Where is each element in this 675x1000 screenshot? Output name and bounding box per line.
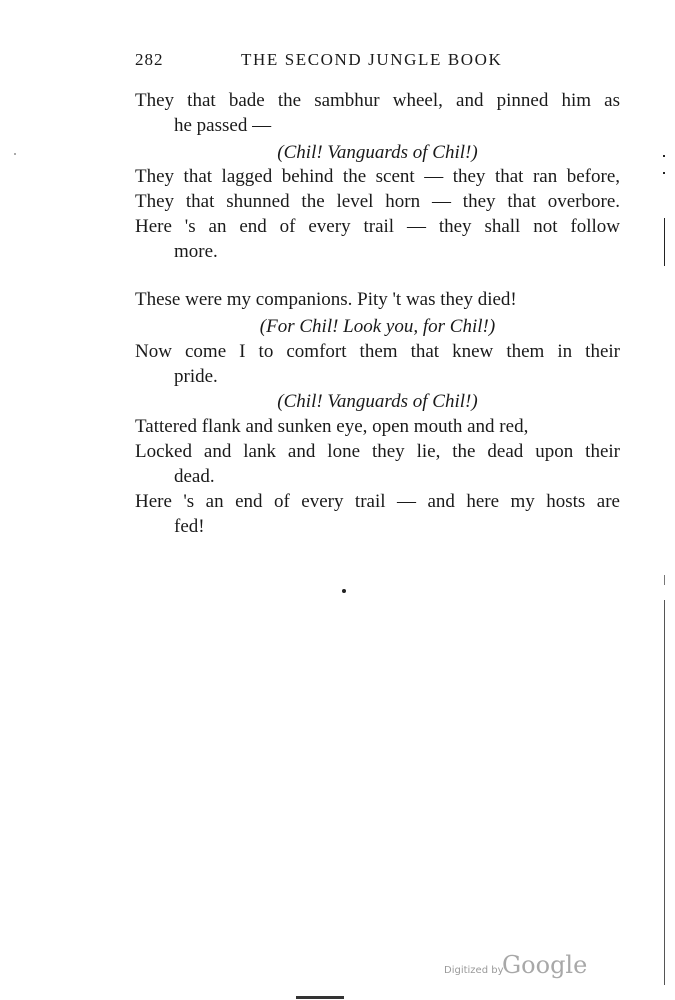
page-header <box>135 50 615 74</box>
poem-line: Locked and lank and lone they lie, the dead upon their <box>135 441 620 462</box>
poem-line: They that shunned the level horn — they that overbore. <box>135 191 620 212</box>
running-title: THE SECOND JUNGLE BOOK <box>241 50 503 69</box>
scan-edge-line <box>664 600 665 985</box>
poem-line: They that bade the sambhur wheel, and pinned him as <box>135 90 620 111</box>
poem-line: dead. <box>174 466 215 487</box>
bottom-rule <box>296 996 344 999</box>
poem-line: These were my companions. Pity 't was they died! <box>135 289 517 310</box>
poem-refrain: (Chil! Vanguards of Chil!) <box>277 391 478 412</box>
google-logo: Google <box>502 951 588 979</box>
poem-line: fed! <box>174 516 205 537</box>
end-ornament-dot <box>342 589 346 593</box>
scan-edge-line <box>664 575 665 585</box>
poem-line: Here 's an end of every trail — they shall not follow <box>135 216 620 237</box>
page-number: 282 <box>135 50 164 69</box>
poem-line: They that lagged behind the scent — they that ran before, <box>135 166 620 187</box>
poem-line: he passed — <box>174 115 272 136</box>
poem-line: Here 's an end of every trail — and here my hosts are <box>135 491 620 512</box>
poem-refrain: (For Chil! Look you, for Chil!) <box>259 316 496 337</box>
digitized-label: Digitized by <box>444 965 504 976</box>
poem-refrain: (Chil! Vanguards of Chil!) <box>277 142 478 163</box>
poem-line: pride. <box>174 366 218 387</box>
poem-line: more. <box>174 241 218 262</box>
scan-speck <box>663 155 665 157</box>
poem-line: Now come I to comfort them that knew them in their <box>135 341 620 362</box>
scan-speck <box>663 172 665 174</box>
google-watermark <box>444 951 604 985</box>
scan-speck <box>14 153 16 155</box>
poem-line: Tattered flank and sunken eye, open mouth and red, <box>135 416 529 437</box>
scan-edge-line <box>664 218 665 266</box>
